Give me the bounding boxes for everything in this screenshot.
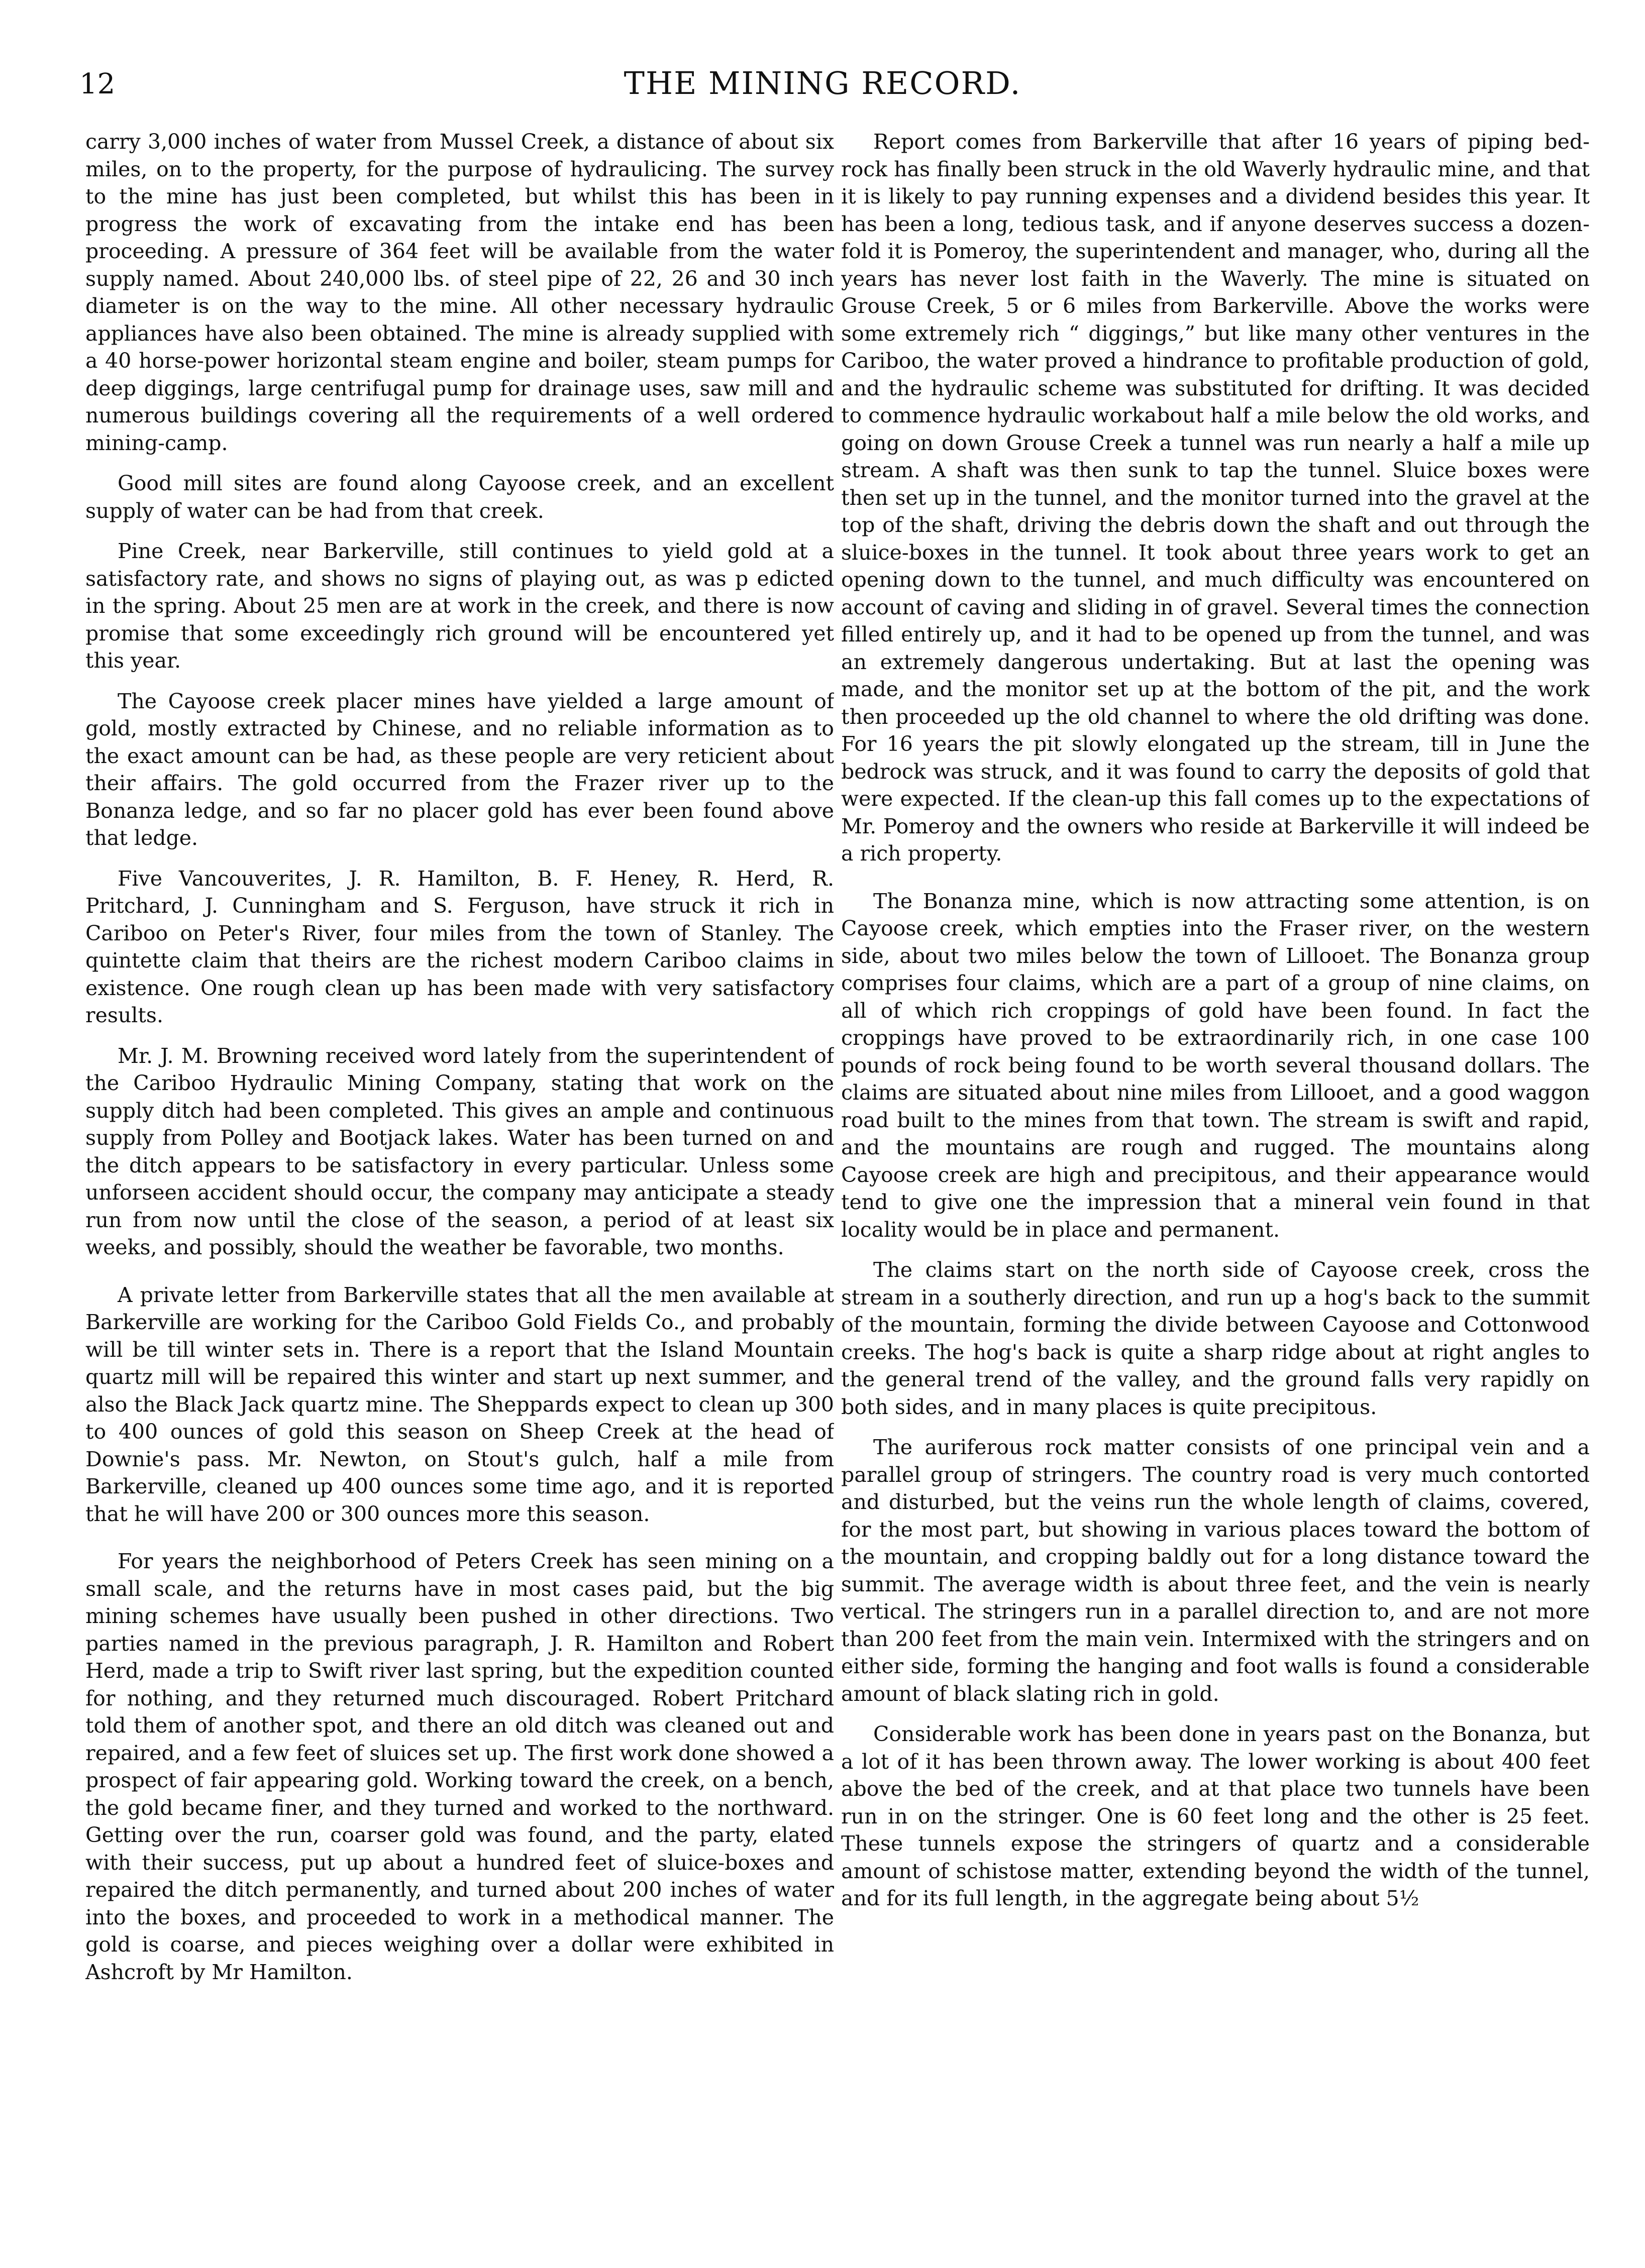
paragraph: Mr. J. M. Browning received word lately from the superintendent of the Cariboo Hydraulic Mining Company, stating that work on the supply ditch had been completed. This gives an ample and continuous supply from Polley and Bootjack lakes. Water has been turned on and the ditch appears to be satisfactory in every particular. Unless some unforseen accident should occur, the company may anticipate a steady run from now until the close of the season, a period of at least six weeks, and possibly, should the weather be favorable, two months.	[85, 1043, 834, 1259]
paragraph: The claims start on the north side of Cayoose creek, cross the stream in a southerly direction, and run up a hog's back to the summit of the mountain, forming the divide between Cayoose and Cottonwood creeks. The hog's back is quite a sharp ridge about at right angles to the general trend of the valley, and the ground falls very rapidly on both sides, and in many places is quite precipitous.	[841, 1258, 1590, 1419]
paragraph: The auriferous rock matter consists of one principal vein and a parallel group of stringers. The country road is very much contorted and disturbed, but the veins run the whole length of claims, covered, for the most part, but showing in various places toward the bottom of the mountain, and cropping baldly out for a long distance toward the summit. The average width is about three feet, and the vein is nearly vertical. The stringers run in a parallel direction to, and are not more than 200 feet from the main vein. Intermixed with the stringers and on either side, forming the hanging and foot walls is found a considerable amount of black slating rich in gold.	[841, 1435, 1590, 1706]
right-column	[841, 128, 1590, 2238]
paragraph: For years the neighborhood of Peters Creek has seen mining on a small scale, and the returns have in most cases paid, but the big mining schemes have usually been pushed in other directions. Two parties named in the previous paragraph, J. R. Hamilton and Robert Herd, made a trip to Swift river last spring, but the expedition counted for nothing, and they returned much discouraged. Robert Pritchard told them of another spot, and there an old ditch was cleaned out and repaired, and a few feet of sluices set up. The first work done showed a prospect of fair appearing gold. Working toward the creek, on a bench, the gold became finer, and they turned and worked to the northward. Getting over the run, coarser gold was found, and the party, elated with their success, put up about a hundred feet of sluice-boxes and repaired the ditch permanently, and turned about 200 inches of water into the boxes, and proceeded to work in a methodical manner. The gold is coarse, and pieces weighing over a dollar were exhibited in Ashcroft by Mr Hamilton.	[85, 1549, 834, 1984]
paragraph: Good mill sites are found along Cayoose creek, and an excellent supply of water can be had from that creek.	[85, 471, 834, 523]
paragraph: Five Vancouverites, J. R. Hamilton, B. F. Heney, R. Herd, R. Pritchard, J. Cunningham and S. Ferguson, have struck it rich in Cariboo on Peter's River, four miles from the town of Stanley. The quintette claim that theirs are the richest modern Cariboo claims in existence. One rough clean up has been made with very satisfactory results.	[85, 866, 834, 1027]
paragraph: The Cayoose creek placer mines have yielded a large amount of gold, mostly extracted by Chinese, and no reliable information as to the exact amount can be had, as these people are very reticient about their affairs. The gold occurred from the Frazer river up to the Bonanza ledge, and so far no placer gold has ever been found above that ledge.	[85, 689, 834, 850]
paragraph: The Bonanza mine, which is now attracting some attention, is on Cayoose creek, which empties into the Fraser river, on the western side, about two miles below the town of Lillooet. The Bonanza group comprises four claims, which are a part of a group of nine claims, on all of which rich croppings of gold have been found. In fact the croppings have proved to be extraordinarily rich, in one case 100 pounds of rock being found to be worth several thousand dollars. The claims are situated about nine miles from Lillooet, and a good waggon road built to the mines from that town. The stream is swift and rapid, and the mountains are rough and rugged. The mountains along Cayoose creek are high and precipitous, and their appearance would tend to give one the impression that a mineral vein found in that locality would be in place and permanent.	[841, 889, 1590, 1242]
page-number: 12	[79, 68, 116, 100]
paragraph: Considerable work has been done in years past on the Bonanza, but a lot of it has been thrown away. The lower working is about 400 feet above the bed of the creek, and at that place two tunnels have been run in on the stringer. One is 60 feet long and the other is 25 feet. These tunnels expose the stringers of quartz and a considerable amount of schistose matter, extending beyond the width of the tunnel, and for its full length, in the aggregate being about 5½	[841, 1722, 1590, 1910]
paragraph-continued: carry 3,000 inches of water from Mussel Creek, a distance of about six miles, on to the property, for the purpose of hydraulicing. The survey to the mine has just been completed, but whilst this has been in progress the work of excavating from the intake end has been proceeding. A pressure of 364 feet will be available from the water supply named. About 240,000 lbs. of steel pipe of 22, 26 and 30 inch diameter is on the way to the mine. All other necessary hydraulic appliances have also been obtained. The mine is already supplied with a 40 horse-power horizontal steam engine and boiler, steam pumps for deep diggings, large centrifugal pump for drainage uses, saw mill and numerous buildings covering all the requirements of a well ordered mining-camp.	[85, 130, 834, 455]
paragraph: Report comes from Barkerville that after 16 years of piping bed-rock has finally been struck in the old Waverly hydraulic mine, and that it is likely to pay running expenses and a dividend besides this year. It has been a long, tedious task, and if anyone deserves success a dozen-fold it is Pomeroy, the superintendent and manager, who, during all the years has never lost faith in the Waverly. The mine is situated on Grouse Creek, 5 or 6 miles from Barkerville. Above the works were some extremely rich “ diggings,” but like many other ventures in the Cariboo, the water proved a hindrance to profitable production of gold, and the hydraulic scheme was substituted for drifting. It was decided to commence hydraulic workabout half a mile below the old works, and going on down Grouse Creek a tunnel was run nearly a half a mile up stream. A shaft was then sunk to tap the tunnel. Sluice boxes were then set up in the tunnel, and the monitor turned into the gravel at the top of the shaft, driving the debris down the shaft and out through the sluice-boxes in the tunnel. It took about three years work to get an opening down to the tunnel, and much difficulty was encountered on account of caving and sliding in of gravel. Several times the connection filled entirely up, and it had to be opened up from the tunnel, and was an extremely dangerous undertaking. But at last the opening was made, and the monitor set up at the bottom of the pit, and the work then proceeded up the old channel to where the old drifting was done. For 16 years the pit slowly elongated up the stream, till in June the bedrock was struck, and it was found to carry the deposits of gold that were expected. If the clean-up this fall comes up to the expectations of Mr. Pomeroy and the owners who reside at Barkerville it will indeed be a rich property.	[841, 130, 1590, 866]
paragraph: A private letter from Barkerville states that all the men available at Barkerville are working for the Cariboo Gold Fields Co., and probably will be till winter sets in. There is a report that the Island Mountain quartz mill will be repaired this winter and start up next summer, and also the Black Jack quartz mine. The Sheppards expect to clean up 300 to 400 ounces of gold this season on Sheep Creek at the head of Downie's pass. Mr. Newton, on Stout's gulch, half a mile from Barkerville, cleaned up 400 ounces some time ago, and it is reported that he will have 200 or 300 ounces more this season.	[85, 1282, 834, 1526]
paragraph: Pine Creek, near Barkerville, still continues to yield gold at a satisfactory rate, and shows no signs of playing out, as was p edicted in the spring. About 25 men are at work in the creek, and there is now promise that some exceedingly rich ground will be encountered yet this year.	[85, 539, 834, 673]
left-column	[85, 128, 834, 2238]
journal-title: THE MINING RECORD.	[624, 65, 1021, 101]
